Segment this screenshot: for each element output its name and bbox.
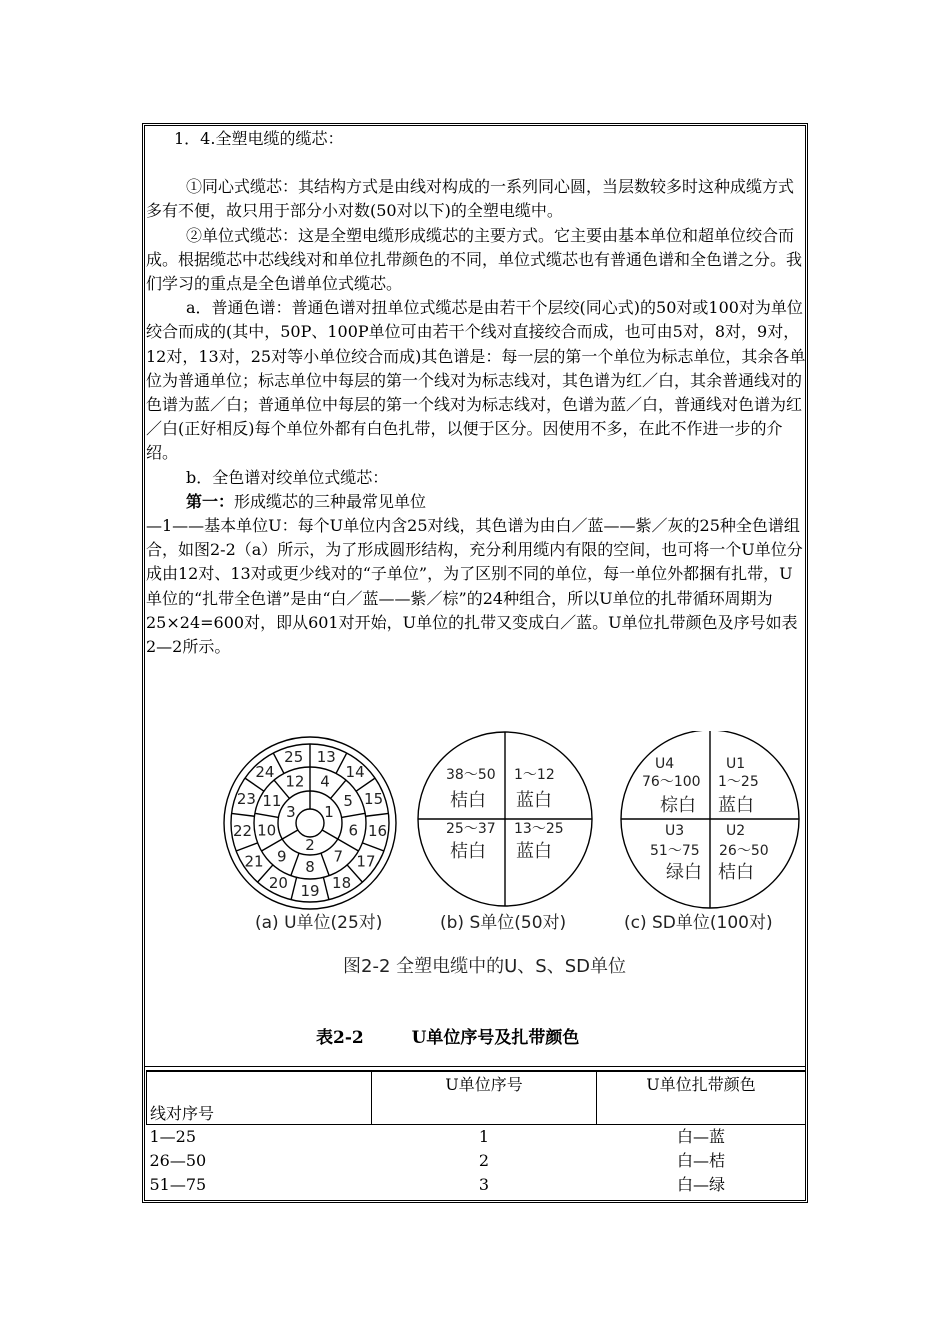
table-number: 表2-2 — [316, 1028, 364, 1048]
u-middle-number: 8 — [305, 858, 315, 876]
sd-q4-name: U2 — [726, 823, 746, 839]
u-unit-divider — [322, 830, 338, 839]
u-unit-divider — [282, 830, 298, 839]
sd-unit-diagram — [621, 731, 799, 908]
paragraph-u-cycle: 25×24=600对，即从601对开始，U单位的扎带又变成白／蓝。U单位扎带颜色及序号如表2—2所示。 — [146, 612, 798, 657]
s-q3-color: 桔白 — [450, 841, 486, 862]
u-outer-number: 25 — [284, 747, 304, 766]
cell-band-color: 白—桔 — [676, 1151, 725, 1170]
u-middle-number: 11 — [262, 792, 282, 810]
s-q1-range: 38～50 — [446, 767, 496, 783]
sd-q3-color: 绿白 — [666, 862, 702, 883]
u-middle-number: 7 — [333, 847, 344, 866]
u-outer-number: 22 — [232, 822, 253, 841]
sd-q1-name: U4 — [655, 756, 675, 772]
u-middle-number: 12 — [285, 772, 305, 791]
u-unit-divider — [291, 853, 299, 876]
u-inner-number: 2 — [305, 836, 315, 854]
u-outer-number: 16 — [367, 822, 388, 841]
u-unit-divider — [321, 853, 329, 876]
u-unit-divider — [362, 843, 384, 851]
section-heading: 1．4.全塑电缆的缆芯： — [174, 129, 344, 148]
u-outer-number: 17 — [356, 852, 376, 871]
caption-s-unit: (b) S单位(50对) — [440, 913, 567, 933]
u-outer-number: 23 — [236, 789, 256, 808]
u-outer-number: 18 — [332, 874, 352, 893]
u-unit-divider — [255, 813, 279, 817]
unit-diagram-figure — [214, 731, 804, 981]
first-label: 第一： — [186, 491, 235, 511]
table-top-rule — [144, 1066, 806, 1067]
u-unit-divider — [232, 813, 255, 816]
cell-band-color: 白—蓝 — [676, 1127, 725, 1146]
u-outer-number: 14 — [345, 763, 365, 782]
u-middle-number: 6 — [348, 821, 359, 840]
table-title: U单位序号及扎带颜色 — [411, 1028, 580, 1048]
u-unit-divider — [291, 877, 297, 899]
cell-pair-range: 26—50 — [149, 1151, 207, 1170]
s-q4-range: 13～25 — [514, 821, 564, 837]
u-unit-divider — [366, 813, 389, 816]
table-row — [147, 1173, 806, 1197]
cell-band-color: 白—绿 — [676, 1175, 725, 1194]
s-q3-range: 25～37 — [446, 821, 496, 837]
s-q4-color: 蓝白 — [516, 841, 552, 862]
table-caption — [316, 1023, 579, 1048]
s-q2-range: 1～12 — [514, 767, 555, 783]
header-u-unit-number: U单位序号 — [372, 1071, 597, 1125]
paragraph-u-unit: —1——基本单位U：每个U单位内含25对线，其色谱为由白／蓝——紫／灰的25种全色谱组合，如图2-2（a）所示，为了形成圆形结构，充分利用缆内有限的空间，也可将一个U单位分成由12对、13对或更少线对的“子单位”，为了区别不同的单位，每一单位外都捆有扎带，U单位的“扎带全色谱”是由“白／蓝——紫／棕”的24种组合，所以U单位的扎带循环周期为 — [146, 516, 803, 608]
cell-unit-number: 2 — [478, 1151, 490, 1170]
sd-q4-range: 26～50 — [719, 843, 769, 859]
cell-unit-number: 3 — [478, 1175, 490, 1194]
u-middle-number: 10 — [257, 821, 277, 840]
document-body — [146, 127, 806, 659]
u-middle-number: 5 — [343, 792, 353, 810]
u-unit-divider — [342, 813, 366, 817]
u-unit-divider — [323, 877, 329, 899]
u-inner-number: 3 — [286, 803, 296, 821]
u-outer-number: 15 — [364, 789, 384, 808]
sd-q4-color: 桔白 — [718, 862, 754, 883]
sd-q3-range: 51～75 — [650, 843, 700, 859]
u-outer-number: 21 — [244, 852, 264, 871]
figure-title: 图2-2 全塑电缆中的U、S、SD单位 — [343, 956, 627, 977]
first-text: 形成缆芯的三种最常见单位 — [234, 491, 427, 511]
paragraph-ordinary-color: a．普通色谱：普通色谱对扭单位式缆芯是由若干个层绞(同心式)的50对或100对为单位绞合而成的(其中，50P、100P单位可由若干个线对直接绞合而成，也可由5对，8对，9对，12对，13对，25对等小单位绞合而成)其色谱是：每一层的第一个单位为标志单位，其余各单位为普通单位；标志单位中每层的第一个线对为标志线对，其色谱为红／白，其余普通线对的色谱为蓝／白；普通单位中每层的第一个线对为标志线对，色谱为蓝／白，普通线对色谱为红／白(正好相反)每个单位外都有白色扎带，以便于区分。因使用不多，在此不作进一步的介绍。 — [146, 298, 806, 463]
u-outer-number: 20 — [268, 874, 288, 893]
sd-q1-range: 76～100 — [642, 774, 701, 790]
u-outer-number: 13 — [316, 747, 336, 766]
sd-q3-name: U3 — [665, 823, 685, 839]
u-inner-number: 1 — [324, 803, 334, 821]
u-unit-divider — [236, 843, 258, 851]
paragraph-unit-core: ②单位式缆芯：这是全塑电缆形成缆芯的主要方式。它主要由基本单位和超单位绞合而成。根据缆芯中芯线线对和单位扎带颜色的不同，单位式缆芯也有普通色谱和全色谱之分。我们学习的重点是全色谱单位式缆芯。 — [146, 225, 803, 294]
s-q1-color: 桔白 — [450, 790, 486, 811]
cell-pair-range: 1—25 — [149, 1127, 197, 1146]
sd-q2-name: U1 — [726, 756, 746, 772]
sd-q2-range: 1～25 — [718, 774, 759, 790]
u-unit-color-table — [146, 1070, 806, 1197]
paragraph-concentric: ①同心式缆芯：其结构方式是由线对构成的一系列同心圆，当层数较多时这种成缆方式多有不便，故只用于部分小对数(50对以下)的全塑电缆中。 — [146, 177, 795, 221]
paragraph-first — [146, 490, 806, 514]
u-outer-number: 24 — [255, 763, 275, 782]
u-middle-number: 9 — [276, 847, 287, 866]
cell-pair-range: 51—75 — [149, 1175, 207, 1194]
sd-q1-color: 棕白 — [660, 795, 696, 816]
s-q2-color: 蓝白 — [516, 790, 552, 811]
u-middle-number: 4 — [320, 772, 330, 791]
table-header-row — [147, 1071, 806, 1125]
s-unit-diagram — [418, 732, 592, 906]
header-band-color: U单位扎带颜色 — [597, 1071, 806, 1125]
cell-unit-number: 1 — [478, 1127, 490, 1146]
table-row — [147, 1149, 806, 1173]
header-pair-number: 线对序号 — [147, 1071, 372, 1125]
u-outer-number: 19 — [300, 882, 320, 900]
paragraph-full-color-heading: b．全色谱对绞单位式缆芯： — [186, 467, 389, 487]
caption-u-unit: (a) U单位(25对) — [255, 913, 383, 933]
u-unit-divider — [273, 753, 284, 773]
sd-q2-color: 蓝白 — [718, 795, 754, 816]
table-row — [147, 1125, 806, 1150]
caption-sd-unit: (c) SD单位(100对) — [624, 913, 773, 933]
